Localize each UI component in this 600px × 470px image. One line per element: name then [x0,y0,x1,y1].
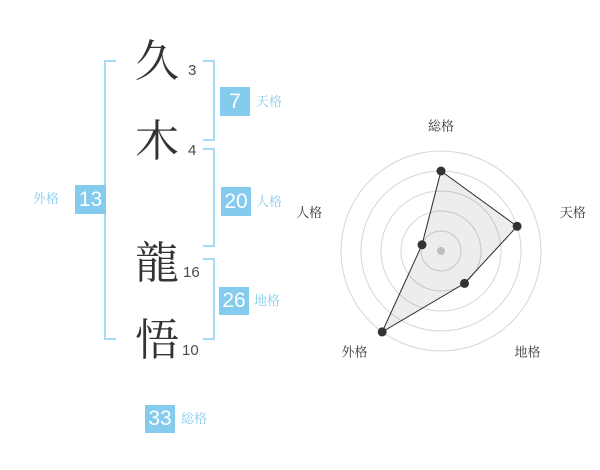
radar-axis-label: 総格 [427,118,455,134]
stroke-count-3: 16 [183,264,200,281]
tenkaku-value-box: 7 [220,87,250,116]
tenkaku-label: 天格 [256,94,283,109]
soukaku-label: 総格 [181,411,208,426]
radar-center-dot [437,247,445,255]
radar-vertex-dot [418,240,427,249]
gaikaku-label: 外格 [33,191,60,206]
name-char-3: 龍 [135,239,179,288]
chikaku-bracket [203,258,215,340]
fortune-radar-chart [290,105,600,380]
radar-axis-label: 天格 [559,204,586,220]
jinkaku-value-box: 20 [221,187,251,216]
stroke-count-4: 10 [182,342,199,359]
radar-axis-label: 地格 [514,344,541,360]
radar-vertex-dot [513,222,522,231]
name-char-1: 久 [135,37,179,86]
jinkaku-label: 人格 [256,194,283,209]
radar-vertex-dot [437,167,446,176]
chikaku-label: 地格 [254,293,281,308]
radar-vertex-dot [460,279,469,288]
soukaku-value-box: 33 [145,405,175,433]
radar-vertex-dot [378,327,387,336]
stroke-count-2: 4 [188,142,197,159]
name-char-4: 悟 [135,316,179,365]
radar-axis-label: 外格 [341,344,368,360]
name-char-2: 木 [135,117,179,166]
gaikaku-value-box: 13 [75,185,106,214]
radar-axis-label: 人格 [296,204,323,220]
chikaku-value-box: 26 [219,287,249,315]
stroke-count-1: 3 [188,62,197,79]
jinkaku-bracket [203,148,215,247]
tenkaku-bracket [203,60,215,141]
